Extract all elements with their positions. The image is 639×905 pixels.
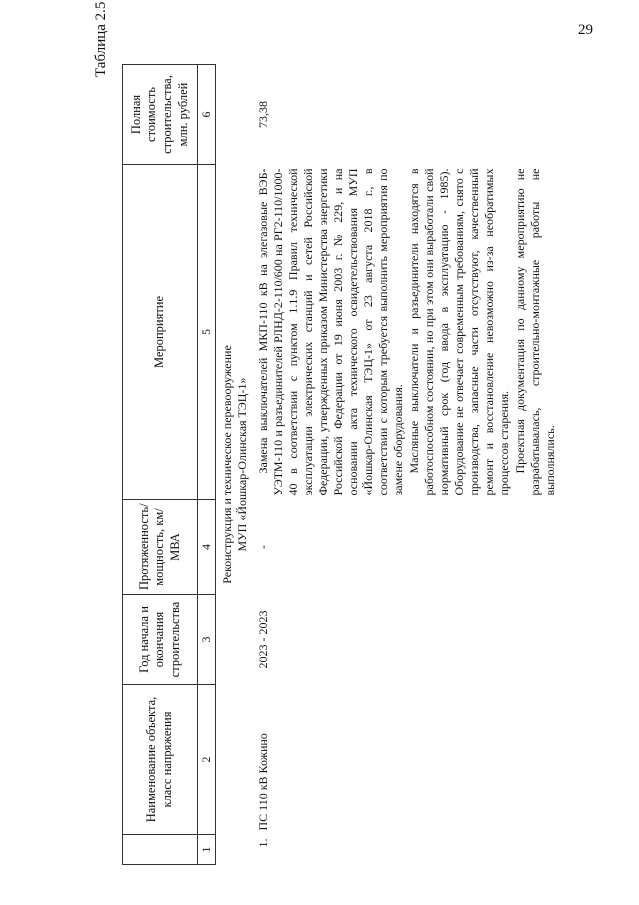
header-length: Протяженность/ мощность, км/МВА [123,500,198,595]
col-number: 2 [198,685,216,835]
table-header-row [123,65,198,865]
investment-table [122,64,561,865]
table-row [254,65,561,865]
measure-paragraph: Замена выключателей МКП-110 кВ на элегазовые ВЭБ-УЭТМ-110 и разъединителей РЛНД-2-110/600 на РГ2-110/1000-40 в соответствии с пунктом 1.1.9 Правил технической эксплуатации электрических станций и сетей Российской Федерации, утвержденных приказом Министерства энергетики Российской Федерации от 19 июня 2003 г. № 229, и на основании акта технического освидетельствования МУП «Йошкар-Олинская ТЭЦ-1» от 23 августа 2018 г., в соответствии с которым требуется выполнить мероприятия по замене оборудования. [256,168,405,496]
header-object-name: Наименование объекта, класс напряжения [123,685,198,835]
row-object-name: ПС 110 кВ Кожино [256,733,270,831]
column-number-row [198,65,216,865]
row-number: 1. [256,838,270,848]
row-cost: 73,38 [256,101,270,128]
header-col1 [123,835,198,865]
col-number: 5 [198,165,216,500]
col-number: 6 [198,65,216,165]
page-number: 29 [578,22,593,38]
table-caption: Таблица 2.5 [93,1,109,77]
row-measure [254,165,561,500]
measure-paragraph: Масляные выключатели и разъединители находятся в работоспособном состоянии, но при этом они выработали свой нормативный срок (год ввода в эксплуатацию - 1985). Оборудование не отвечает современным требованиям, снято с производства, запасные части отсутствуют, качественный ремонт и восстановление невозможно из-за необратимых процессов старения. [407,168,511,496]
section-title [216,65,255,865]
header-measure: Мероприятие [123,165,198,500]
col-number: 3 [198,595,216,685]
row-years: 2023 - 2023 [256,610,270,669]
measure-paragraph: Проектная документация по данному мероприятию не разрабатывалась, строительно-монтажные работы не выполнялись. [513,168,557,496]
col-number: 1 [198,835,216,865]
section-title-line1: Реконструкция и техническое перевооружение [220,345,234,584]
section-title-line2: МУП «Йошкар-Олинская ТЭЦ-1» [235,377,249,552]
section-row [216,65,255,865]
col-number: 4 [198,500,216,595]
header-years: Год начала и окончания строительства [123,595,198,685]
row-length: - [256,545,270,549]
header-cost: Полная стоимость строительства, млн. рублей [123,65,198,165]
